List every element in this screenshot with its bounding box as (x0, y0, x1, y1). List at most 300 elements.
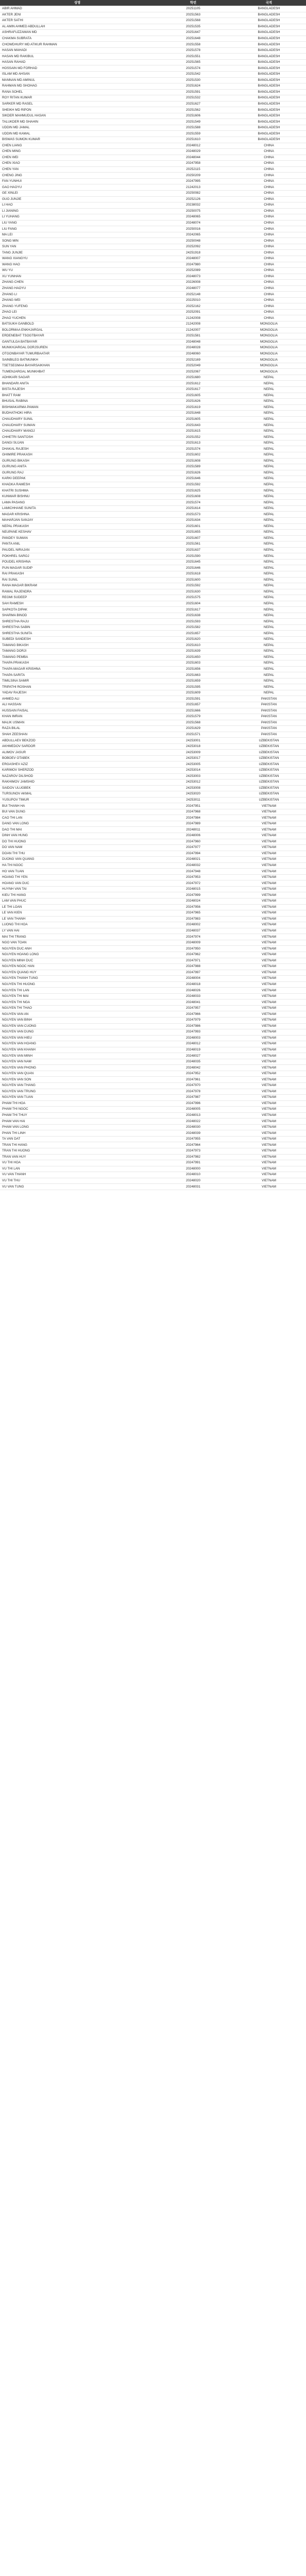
nationality-cell: MONGOLIA (232, 339, 306, 345)
student-name-cell: KARIMOV SHERZOD (0, 768, 155, 774)
student-id-cell: 20251592 (155, 482, 232, 488)
table-row (0, 714, 306, 720)
student-name-cell: HASAN MD RAKIBUL (0, 54, 155, 60)
table-row (0, 523, 306, 530)
table-row (0, 726, 306, 732)
nationality-cell: VIETNAM (232, 1095, 306, 1101)
nationality-cell: CHINA (232, 297, 306, 303)
nationality-cell: CHINA (232, 166, 306, 173)
table-row (0, 624, 306, 631)
nationality-cell: VIETNAM (232, 934, 306, 940)
nationality-cell: CHINA (232, 274, 306, 280)
student-id-cell: 20251647 (155, 30, 232, 36)
nationality-cell: VIETNAM (232, 833, 306, 839)
student-id-cell: 20247951 (155, 803, 232, 809)
student-name-cell: NGUYEN VAN PHONG (0, 1065, 155, 1071)
nationality-cell: CHINA (232, 238, 306, 244)
nationality-cell: CHINA (232, 208, 306, 214)
nationality-cell: CHINA (232, 149, 306, 155)
nationality-cell: VIETNAM (232, 910, 306, 917)
table-row (0, 1136, 306, 1142)
student-name-cell: DANGI SUJAN (0, 440, 155, 446)
table-row (0, 1089, 306, 1095)
nationality-cell: VIETNAM (232, 851, 306, 857)
nationality-cell: NEPAL (232, 518, 306, 524)
nationality-cell: NEPAL (232, 428, 306, 434)
student-name-cell: SHAH ZEESHAN (0, 732, 155, 738)
table-row (0, 1035, 306, 1041)
student-id-cell: 20248011 (155, 827, 232, 833)
student-id-cell: 20251626 (155, 470, 232, 476)
student-name-cell: NGUYEN VAN TRUNG (0, 1089, 155, 1095)
student-id-cell: 20252089 (155, 268, 232, 274)
student-id-cell: 20248013 (155, 1112, 232, 1118)
student-id-cell: 20247952 (155, 1071, 232, 1077)
student-name-cell: LIU FANG (0, 226, 155, 232)
student-name-cell: GHIMIRE PRAKASH (0, 452, 155, 459)
student-id-cell: 20248022 (155, 1118, 232, 1125)
header-row (0, 0, 306, 6)
student-id-cell: 20247955 (155, 1136, 232, 1142)
student-name-cell: LE VAN THANH (0, 916, 155, 922)
student-id-cell: 20247965 (155, 910, 232, 917)
nationality-cell: VIETNAM (232, 1160, 306, 1166)
table-row (0, 315, 306, 321)
student-name-cell: XU YUNHAN (0, 274, 155, 280)
table-row (0, 95, 306, 101)
student-name-cell: MAHARJAN SANJAY (0, 518, 155, 524)
student-id-cell: 21242007 (155, 327, 232, 333)
table-row (0, 880, 306, 887)
student-id-cell: 20247961 (155, 1077, 232, 1083)
student-name-cell: VU THI LAN (0, 1166, 155, 1172)
student-id-cell: 20251618 (155, 571, 232, 577)
student-id-cell: 20247968 (155, 809, 232, 815)
nationality-cell: BANGLADESH (232, 119, 306, 125)
student-name-cell: NGUYEN VAN HOANG (0, 1041, 155, 1047)
table-row (0, 12, 306, 18)
nationality-cell: BANGLADESH (232, 77, 306, 83)
nationality-cell: NEPAL (232, 577, 306, 583)
table-row (0, 559, 306, 565)
student-name-cell: NGUYEN VAN KHANH (0, 1047, 155, 1053)
student-name-cell: BATSUKH GANBOLD (0, 321, 155, 327)
student-name-cell: CHEN MING (0, 149, 155, 155)
student-id-cell: 20247973 (155, 1148, 232, 1155)
table-row (0, 101, 306, 107)
nationality-cell: PAKISTAN (232, 732, 306, 738)
nationality-cell: VIETNAM (232, 1172, 306, 1178)
nationality-cell: BANGLADESH (232, 101, 306, 107)
table-row (0, 696, 306, 702)
nationality-cell: CHINA (232, 285, 306, 292)
table-row (0, 369, 306, 375)
student-name-cell: TRAN THI HANG (0, 1142, 155, 1148)
nationality-cell: NEPAL (232, 654, 306, 660)
table-row (0, 636, 306, 642)
student-name-cell: UDDIN MD JAMAL (0, 125, 155, 131)
student-id-cell: 20226008 (155, 280, 232, 286)
student-name-cell: NGUYEN VAN NAM (0, 1059, 155, 1065)
table-row (0, 892, 306, 899)
student-name-cell: BISHWAKARMA PAWAN (0, 404, 155, 411)
nationality-cell: PAKISTAN (232, 726, 306, 732)
student-id-cell: 20247982 (155, 1154, 232, 1160)
nationality-cell: CHINA (232, 232, 306, 238)
table-row (0, 1029, 306, 1036)
nationality-cell: MONGOLIA (232, 333, 306, 340)
table-row (0, 6, 306, 12)
nationality-cell: VIETNAM (232, 869, 306, 875)
student-name-cell: AKTER JENI (0, 12, 155, 18)
student-name-cell: THAPA PRAKASH (0, 660, 155, 667)
nationality-cell: VIETNAM (232, 857, 306, 863)
student-id-cell: 24253009 (155, 750, 232, 756)
student-name-cell: SUBEDI SANDESH (0, 636, 155, 642)
nationality-cell: NEPAL (232, 541, 306, 548)
student-name-cell: MANNAN MD AMINUL (0, 77, 155, 83)
student-id-cell: 20247994 (155, 851, 232, 857)
nationality-cell: VIETNAM (232, 886, 306, 892)
table-row (0, 851, 306, 857)
table-row (0, 440, 306, 446)
table-row (0, 934, 306, 940)
student-id-cell: 20247979 (155, 1017, 232, 1023)
student-id-cell: 20247978 (155, 1089, 232, 1095)
table-row (0, 797, 306, 803)
nationality-cell: CHINA (232, 214, 306, 221)
nationality-cell: VIETNAM (232, 904, 306, 910)
table-row (0, 821, 306, 827)
nationality-cell: VIETNAM (232, 1059, 306, 1065)
student-name-cell: ZHANG YUFENG (0, 303, 155, 310)
table-row (0, 42, 306, 48)
student-id-cell: 20247987 (155, 1095, 232, 1101)
nationality-cell: VIETNAM (232, 899, 306, 905)
student-id-cell: 20251573 (155, 512, 232, 518)
student-name-cell: NGUYEN THI THAO (0, 1005, 155, 1011)
nationality-cell: NEPAL (232, 482, 306, 488)
nationality-cell: NEPAL (232, 422, 306, 429)
student-id-cell: 20251590 (155, 553, 232, 560)
nationality-cell: PAKISTAN (232, 720, 306, 726)
nationality-cell: NEPAL (232, 393, 306, 399)
student-id-cell: 20248015 (155, 886, 232, 892)
nationality-cell: BANGLADESH (232, 95, 306, 101)
student-name-cell: MUNKHJARGAL DORJSUREN (0, 345, 155, 351)
table-row (0, 333, 306, 340)
table-row (0, 601, 306, 607)
student-name-cell: TAMANG BIKASH (0, 642, 155, 649)
table-row (0, 143, 306, 149)
student-name-cell: NGUYEN NGOC HAN (0, 964, 155, 970)
student-id-cell: 20252092 (155, 244, 232, 250)
student-name-cell: CHAKMA SUBRATA (0, 36, 155, 42)
nationality-cell: MONGOLIA (232, 351, 306, 357)
table-row (0, 869, 306, 875)
student-id-cell: 20247995 (155, 178, 232, 184)
table-row (0, 113, 306, 119)
nationality-cell: VIETNAM (232, 1071, 306, 1077)
student-name-cell: KUNWAR BISHNU (0, 494, 155, 500)
table-row (0, 274, 306, 280)
nationality-cell: NEPAL (232, 488, 306, 494)
student-name-cell: CHEN LIANG (0, 143, 155, 149)
nationality-cell: UZBEKISTAN (232, 755, 306, 761)
student-id-cell: 20251638 (155, 613, 232, 619)
table-row (0, 988, 306, 994)
student-id-cell: 20248041 (155, 999, 232, 1006)
student-name-cell: FAN YUNHUI (0, 178, 155, 184)
student-name-cell: NGUYEN VAN SON (0, 1077, 155, 1083)
student-id-cell: 20250082 (155, 190, 232, 196)
table-row (0, 666, 306, 672)
nationality-cell: BANGLADESH (232, 131, 306, 137)
table-row (0, 363, 306, 369)
student-id-cell: 20251589 (155, 464, 232, 470)
student-name-cell: ISLAM MD AHSAN (0, 72, 155, 78)
student-name-cell: NGUYEN VAN THANG (0, 1082, 155, 1089)
student-name-cell: ABIR AHMAD (0, 6, 155, 12)
student-name-cell: PHAM THI THUY (0, 1112, 155, 1118)
student-name-cell: AKTER SATHI (0, 18, 155, 24)
student-id-cell: 20251591 (155, 89, 232, 95)
student-name-cell: RANA SOHEL (0, 89, 155, 95)
student-name-cell: KARKI DEEPAK (0, 476, 155, 482)
student-id-cell: 20247962 (155, 952, 232, 958)
student-id-cell: 20251559 (155, 131, 232, 137)
student-name-cell: BUI VAN DUNG (0, 809, 155, 815)
nationality-cell: UZBEKISTAN (232, 761, 306, 768)
nationality-cell: NEPAL (232, 571, 306, 577)
student-name-cell: CAO THI LAN (0, 815, 155, 821)
table-row (0, 178, 306, 184)
student-id-cell: 20247993 (155, 1029, 232, 1036)
nationality-cell: NEPAL (232, 649, 306, 655)
nationality-cell: VIETNAM (232, 964, 306, 970)
student-id-cell: 20248003 (155, 1035, 232, 1041)
table-row (0, 190, 306, 196)
student-id-cell: 20247953 (155, 874, 232, 880)
student-id-cell: 20252169 (155, 357, 232, 363)
student-id-cell: 20251595 (155, 684, 232, 690)
table-row (0, 285, 306, 292)
nationality-cell: VIETNAM (232, 940, 306, 946)
table-row (0, 59, 306, 65)
nationality-cell: VIETNAM (232, 916, 306, 922)
student-id-cell: 21242008 (155, 321, 232, 327)
nationality-cell: VIETNAM (232, 988, 306, 994)
student-id-cell: 20252148 (155, 292, 232, 298)
table-row (0, 173, 306, 179)
student-id-cell: 20251615 (155, 428, 232, 434)
student-name-cell: AKHMEDOV SARDOR (0, 743, 155, 750)
table-row (0, 47, 306, 54)
student-name-cell: SHEIKH MD RIPON (0, 107, 155, 113)
table-row (0, 244, 306, 250)
student-id-cell: 20251663 (155, 672, 232, 679)
table-row (0, 494, 306, 500)
student-id-cell: 20247989 (155, 821, 232, 827)
student-name-cell: CHAUDHARY SUNIL (0, 416, 155, 422)
nationality-cell: VIETNAM (232, 1023, 306, 1029)
student-id-cell: 20250048 (155, 238, 232, 244)
table-row (0, 708, 306, 714)
table-row (0, 196, 306, 202)
student-name-cell: NEUPANE KESHAV (0, 530, 155, 536)
student-name-cell: LI JIANING (0, 208, 155, 214)
student-id-cell: 20251666 (155, 708, 232, 714)
student-name-cell: NGUYEN VAN DUNG (0, 1029, 155, 1036)
table-row (0, 422, 306, 429)
table-row (0, 940, 306, 946)
table-row (0, 232, 306, 238)
table-row (0, 72, 306, 78)
student-id-cell: 20251608 (155, 458, 232, 464)
nationality-cell: VIETNAM (232, 1047, 306, 1053)
student-name-cell: HASAN MAHADI (0, 47, 155, 54)
nationality-cell: NEPAL (232, 452, 306, 459)
student-name-cell: UDDIN MD KAMAL (0, 131, 155, 137)
student-id-cell: 20251656 (155, 666, 232, 672)
student-id-cell: 20238032 (155, 202, 232, 209)
table-row (0, 1154, 306, 1160)
student-name-cell: TRIPATHI ROSHAN (0, 684, 155, 690)
student-id-cell: 20247966 (155, 1011, 232, 1018)
table-row (0, 755, 306, 761)
student-name-cell: DANG VAN LONG (0, 821, 155, 827)
nationality-cell: VIETNAM (232, 1100, 306, 1107)
table-row (0, 857, 306, 863)
student-id-cell: 20251612 (155, 381, 232, 387)
student-id-cell: 20248024 (155, 899, 232, 905)
table-row (0, 553, 306, 560)
nationality-cell: VIETNAM (232, 845, 306, 851)
nationality-cell: NEPAL (232, 399, 306, 405)
table-row (0, 535, 306, 541)
table-row (0, 470, 306, 476)
student-id-cell: 20250016 (155, 226, 232, 232)
nationality-cell: BANGLADESH (232, 36, 306, 42)
student-id-cell: 20251592 (155, 583, 232, 589)
student-name-cell: NGUYEN VAN CUONG (0, 1023, 155, 1029)
table-row (0, 18, 306, 24)
table-row (0, 184, 306, 191)
nationality-cell: UZBEKISTAN (232, 797, 306, 803)
table-row (0, 541, 306, 548)
student-name-cell: RAHMAN MD SHOHAG (0, 83, 155, 90)
student-name-cell: CHEN YAN (0, 166, 155, 173)
student-id-cell: 20251605 (155, 416, 232, 422)
student-id-cell: 20247957 (155, 1005, 232, 1011)
table-row (0, 619, 306, 625)
table-row (0, 1148, 306, 1155)
table-row (0, 107, 306, 113)
table-row (0, 845, 306, 851)
nationality-cell: VIETNAM (232, 1089, 306, 1095)
student-name-cell: ERDENEBAT TSOGTBAYAR (0, 333, 155, 340)
student-name-cell: DAO THI MAI (0, 827, 155, 833)
student-id-cell: 20247999 (155, 892, 232, 899)
student-name-cell: NGUYEN THANH TUNG (0, 976, 155, 982)
nationality-cell: NEPAL (232, 387, 306, 393)
table-row (0, 952, 306, 958)
nationality-cell: VIETNAM (232, 958, 306, 964)
nationality-cell: CHINA (232, 280, 306, 286)
table-row (0, 1053, 306, 1059)
table-row (0, 910, 306, 917)
nationality-cell: BANGLADESH (232, 30, 306, 36)
table-row (0, 464, 306, 470)
table-row (0, 161, 306, 167)
table-row (0, 131, 306, 137)
student-id-cell: 20251648 (155, 411, 232, 417)
nationality-cell: VIETNAM (232, 1082, 306, 1089)
header-nationality: 국적 (232, 0, 306, 6)
student-id-cell: 20248033 (155, 993, 232, 999)
table-row (0, 1011, 306, 1018)
student-id-cell: 20247972 (155, 880, 232, 887)
table-row (0, 327, 306, 333)
table-row (0, 166, 306, 173)
student-name-cell: CHEN WEI (0, 155, 155, 161)
student-name-cell: BISTA RAJESH (0, 387, 155, 393)
nationality-cell: VIETNAM (232, 970, 306, 976)
student-id-cell: 24253017 (155, 755, 232, 761)
student-id-cell: 20251579 (155, 714, 232, 720)
student-id-cell: 20252115 (155, 166, 232, 173)
table-row (0, 886, 306, 892)
student-name-cell: BHANDARI ANITA (0, 381, 155, 387)
student-name-cell: PANDEY SUMAN (0, 535, 155, 541)
table-row (0, 720, 306, 726)
student-name-cell: NAZAROV DILSHOD (0, 773, 155, 779)
student-name-cell: HA THI NGOC (0, 862, 155, 869)
nationality-cell: CHINA (232, 202, 306, 209)
student-name-cell: SAPKOTA DIPAK (0, 607, 155, 613)
student-name-cell: VU VAN THANH (0, 1172, 155, 1178)
nationality-cell: UZBEKISTAN (232, 791, 306, 798)
student-name-cell: TIMILSINA SAMIR (0, 678, 155, 684)
nationality-cell: NEPAL (232, 559, 306, 565)
nationality-cell: NEPAL (232, 690, 306, 696)
nationality-cell: VIETNAM (232, 1178, 306, 1184)
table-row (0, 678, 306, 684)
nationality-cell: MONGOLIA (232, 363, 306, 369)
table-row (0, 839, 306, 845)
student-name-cell: PHAM THI NGOC (0, 1107, 155, 1113)
table-row (0, 387, 306, 393)
student-id-cell: 24253012 (155, 779, 232, 786)
student-name-cell: BISWAS SUMON KUMAR (0, 137, 155, 143)
student-id-cell: 20251614 (155, 505, 232, 512)
student-id-cell: 20247970 (155, 1082, 232, 1089)
nationality-cell: NEPAL (232, 512, 306, 518)
nationality-cell: VIETNAM (232, 874, 306, 880)
table-row (0, 1112, 306, 1118)
nationality-cell: NEPAL (232, 624, 306, 631)
nationality-cell: CHINA (232, 268, 306, 274)
table-row (0, 964, 306, 970)
student-name-cell: WANG XIANGYU (0, 256, 155, 262)
table-row (0, 595, 306, 601)
student-id-cell: 20251646 (155, 476, 232, 482)
nationality-cell: CHINA (232, 315, 306, 321)
student-name-cell: TALUKDER MD SHAHIN (0, 119, 155, 125)
nationality-cell: VIETNAM (232, 1130, 306, 1137)
student-id-cell: 20248039 (155, 1130, 232, 1137)
student-name-cell: HASAN RAHAD (0, 59, 155, 65)
